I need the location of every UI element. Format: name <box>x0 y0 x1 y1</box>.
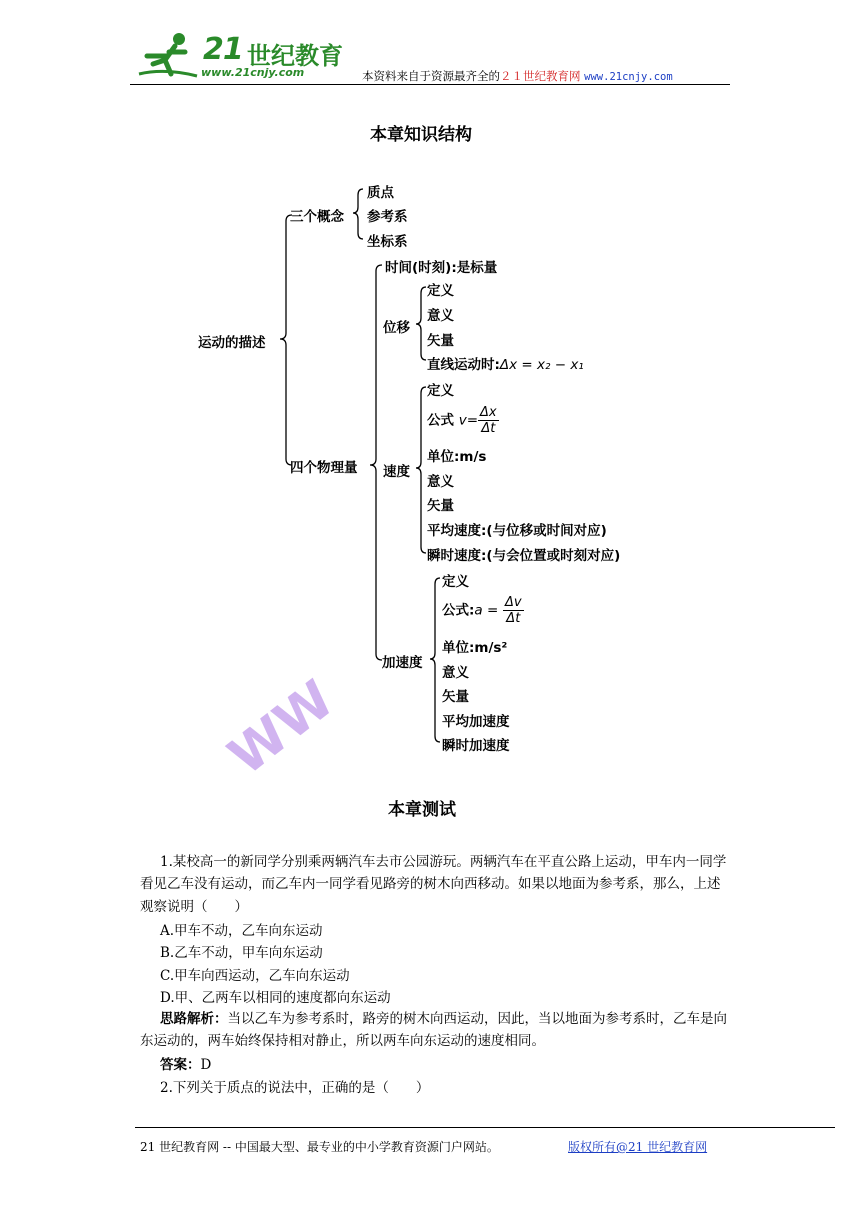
frac-numerator: Δx <box>480 405 497 420</box>
tree-quantities-label: 四个物理量 <box>290 460 358 476</box>
watermark: WW <box>218 669 346 788</box>
tree-leaf-formula <box>442 595 524 626</box>
tree-leaf: 意义 <box>442 665 469 681</box>
velocity-formula-var: v= <box>458 412 479 429</box>
tree-leaf: 矢量 <box>442 689 469 705</box>
tree-displacement-label: 位移 <box>383 320 410 336</box>
frac-numerator: Δv <box>505 595 522 610</box>
tree-leaf: 单位:m/s² <box>442 640 508 656</box>
tree-leaf: 瞬时加速度 <box>442 738 510 754</box>
footer-copyright-link[interactable]: 版权所有@21 世纪教育网 <box>568 1140 708 1154</box>
tree-concept-item: 坐标系 <box>367 234 408 250</box>
analysis-label: 思路解析： <box>160 1011 228 1027</box>
answer-label: 答案： <box>160 1057 201 1073</box>
tree-leaf: 矢量 <box>427 498 454 514</box>
tree-leaf: 意义 <box>427 308 454 324</box>
tree-leaf: 定义 <box>427 283 454 299</box>
footer-divider <box>135 1127 835 1128</box>
analysis-text: 当以乙车为参考系时，路旁的树木向西运动，因此，当以地面为参考系时，乙车是向东运动的，两车始终保持相对静止，所以两车向东运动的速度相同。 <box>140 1011 727 1050</box>
displacement-line-prefix: 直线运动时: <box>427 357 500 373</box>
acceleration-formula-var: a = <box>474 602 499 619</box>
answer-value: D <box>200 1057 212 1073</box>
q1-option: C.甲车向西运动，乙车向东运动 <box>160 968 350 984</box>
tree-leaf: 定义 <box>427 383 454 399</box>
footer-text: 21 世纪教育网 -- 中国最大型、最专业的中小学教育资源门户网站。 <box>140 1140 499 1154</box>
logo-number: 21 <box>203 32 243 67</box>
logo-url: www.21cnjy.com <box>201 66 305 79</box>
tagline-prefix: 本资料来自于资源最齐全的 <box>362 69 500 83</box>
tree-concept-item: 参考系 <box>367 209 408 225</box>
frac-denominator: Δt <box>506 611 521 626</box>
tree-leaf: 平均速度:(与位移或时间对应) <box>427 523 607 539</box>
q1-answer <box>160 1053 211 1073</box>
q2-stem: 2.下列关于质点的说法中，正确的是（ ） <box>160 1080 430 1096</box>
q1-analysis <box>140 1008 730 1053</box>
tree-leaf: 单位:m/s <box>427 449 487 465</box>
tree-acceleration-label: 加速度 <box>382 655 423 671</box>
tree-leaf: 瞬时速度:(与会位置或时刻对应) <box>427 548 621 564</box>
tree-leaf: 矢量 <box>427 333 454 349</box>
tree-leaf-formula <box>427 353 584 373</box>
tree-leaf: 定义 <box>442 574 469 590</box>
tree-leaf: 意义 <box>427 474 454 490</box>
acceleration-fraction <box>503 595 524 626</box>
tree-leaf-formula <box>427 405 499 436</box>
tree-time: 时间(时刻):是标量 <box>385 260 498 276</box>
logo-text: 世纪教育 <box>247 42 343 70</box>
q1-option: A.甲车不动，乙车向东运动 <box>160 923 323 939</box>
frac-denominator: Δt <box>481 421 496 436</box>
tree-concepts-label: 三个概念 <box>290 209 344 225</box>
tree-concept-item: 质点 <box>367 185 394 201</box>
q1-option: B.乙车不动，甲车向东运动 <box>160 945 323 961</box>
acceleration-formula-prefix: 公式: <box>442 602 475 619</box>
section-title-test: 本章测试 <box>388 800 456 820</box>
section-title-structure: 本章知识结构 <box>370 125 472 145</box>
q1-option: D.甲、乙两车以相同的速度都向东运动 <box>160 990 391 1006</box>
velocity-formula-prefix: 公式 <box>427 412 454 429</box>
displacement-formula: Δx = x₂ − x₁ <box>499 357 584 373</box>
velocity-fraction <box>478 405 499 436</box>
tree-velocity-label: 速度 <box>383 464 410 480</box>
tree-root: 运动的描述 <box>198 335 266 351</box>
q1-stem: 1.某校高一的新同学分别乘两辆汽车去市公园游玩。两辆汽车在平直公路上运动，甲车内一同学看见乙车没有运动，而乙车内一同学看见路旁的树木向西移动。如果以地面为参考系，那么，上述观察说明（ ） <box>140 854 727 915</box>
tagline-site[interactable]: ２１世纪教育网 <box>500 69 581 83</box>
tagline-url[interactable]: www.21cnjy.com <box>584 71 673 83</box>
tree-leaf: 平均加速度 <box>442 714 510 730</box>
